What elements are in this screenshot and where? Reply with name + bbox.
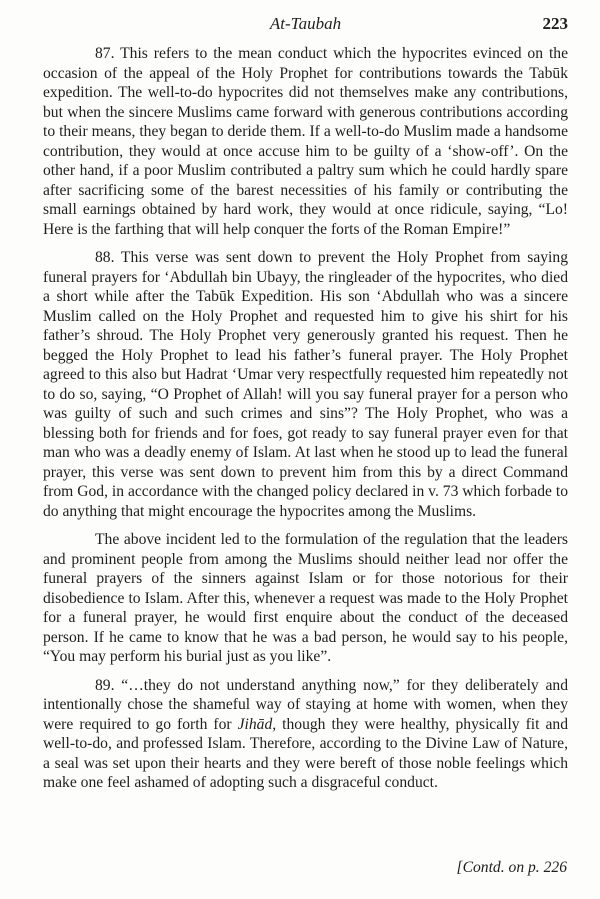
body-text [43,44,568,802]
running-title: At-Taubah [269,14,342,33]
note-89 [43,676,568,793]
note-89-italic-term: Jihād, [237,715,277,733]
note-89-text-before: 89. “…they do not understand anything now,” for they deliberately and intentionally chose the shameful way of staying at home with women, when they were required to go forth for [43,676,568,733]
note-89-text-after: though they were healthy, physically fit and well-to-do, and professed Islam. Therefore, according to the Divine Law of Nature, a seal was set upon their hearts and they were bereft of those noble feelings which make one feel ashamed of adopting such a disgraceful conduct. [43,715,568,791]
note-88-continuation: The above incident led to the formulation of the regulation that the leaders and prominent people from among the Muslims should neither lead nor offer the funeral prayers of the sinners against Islam or for those notorious for their disobedience to Islam. After this, whenever a request was made to the Holy Prophet for a funeral prayer, he would first enquire about the conduct of the deceased person. If he came to know that he was a bad person, he would say to his people, “You may perform his burial just as you like”. [43,531,568,665]
page-number: 223 [542,14,568,33]
note-88: 88. This verse was sent down to prevent the Holy Prophet from saying funeral prayers for ‘Abdullah bin Ubayy, the ringleader of the hypocrites, who died a short while after the Tabūk Expedition. His son ‘Abdullah who was a sincere Muslim called on the Holy Prophet and requested him to give his shirt for his father’s shroud. The Holy Prophet very generously granted his request. Then he begged the Holy Prophet to lead his father’s funeral prayer. The Holy Prophet agreed to this also but Hadrat ‘Umar very respectfully requested him repeatedly not to do so, saying, “O Prophet of Allah! will you say funeral prayer for a person who was guilty of such and such crimes and sins”? The Holy Prophet, who was a blessing both for friends and for foes, got ready to say funeral prayer even for that man who was a deadly enemy of Islam. At last when he stood up to lead the funeral prayer, this verse was sent down to prevent him from this by a direct Command from God, in accordance with the changed policy declared in v. 73 which forbade to do anything that might encourage the hypocrites among the Muslims. [43,249,568,520]
continued-note: [Contd. on p. 226 [456,859,567,876]
page-header [43,14,568,38]
note-87: 87. This refers to the mean conduct which the hypocrites evinced on the occasion of the appeal of the Holy Prophet for contributions towards the Tabūk expedition. The well-to-do hypocrites did not themselves make any contributions, but when the sincere Muslims came forward with generous contributions according to their means, they began to deride them. If a well-to-do Muslim made a handsome contribution, they would at once accuse him to be guilty of a ‘show-off’. On the other hand, if a poor Muslim contributed a paltry sum which he could hardly spare after sacrificing some of the barest necessities of his family or contributing the small earnings obtained by hard work, they would at once ridicule, saying, “Lo! Here is the farthing that will help conquer the forts of the Roman Empire!” [43,45,568,238]
